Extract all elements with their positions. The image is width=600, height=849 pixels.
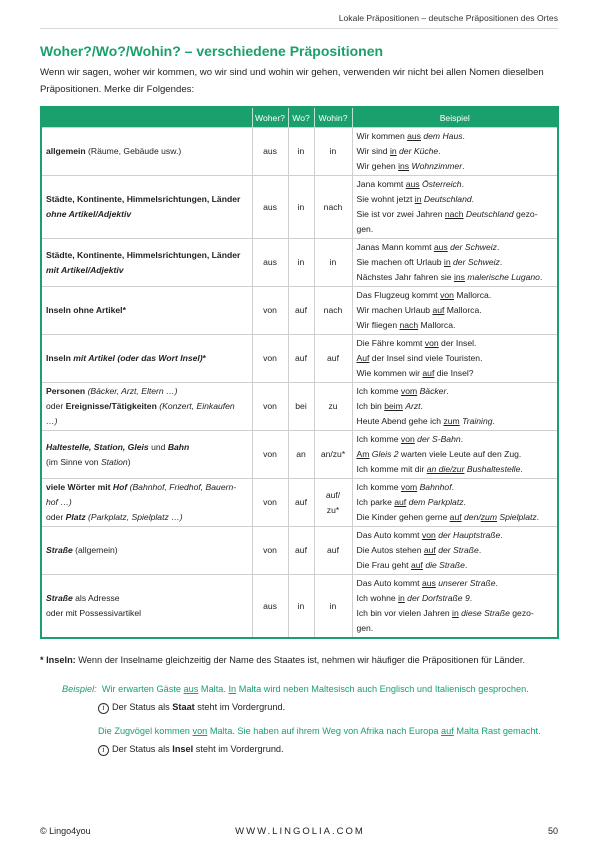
text-segment: warten viele Leute auf den Zug. [398,449,522,459]
example-line [357,462,554,477]
info-icon: i [98,703,109,714]
text-segment: Inseln ohne Artikel* [46,305,126,315]
table-row [41,479,558,527]
example-line [357,399,554,414]
woher-cell: von [252,287,288,335]
text-segment: Hof [112,482,128,492]
text-segment: oder mit Possessivartikel [46,608,142,618]
preposition-text: zum [443,416,460,426]
woher-cell: von [252,431,288,479]
preposition-text: von [424,338,439,348]
preposition-text: in [443,257,451,267]
text-segment: Deutschland [423,194,472,204]
text-segment: Der Status als [112,702,173,712]
text-segment: . [451,482,454,492]
text-segment: den/ [464,512,481,522]
text-segment: hof …) [46,497,72,507]
text-segment: . [438,146,441,156]
text-segment: Malta. Sie haben auf ihrem Weg von Afrika nach Europa [207,726,442,736]
table-body [41,128,558,639]
category-cell [41,479,252,527]
wo-cell: auf [288,527,314,575]
wohin-cell: zu [314,383,352,431]
text-segment: mit Artikel (oder das Wort Insel) [73,353,203,363]
woher-cell: von [252,527,288,575]
preposition-text: beim [384,401,403,411]
text-segment: . [462,161,465,171]
example-line [357,606,554,621]
text-segment: Ereignisse/Tätigkeiten [65,401,157,411]
text-segment: Das Flugzeug kommt [356,290,441,300]
example-2-text [98,724,541,739]
wohin-cell: auf [314,335,352,383]
example-line [357,318,554,333]
category-cell [41,239,252,287]
table-row [41,431,558,479]
preposition-text: von [421,530,436,540]
text-segment: Wie kommen wir [356,368,423,378]
text-segment: . [463,497,466,507]
category-cell [41,335,252,383]
text-segment: diese Straße [461,608,510,618]
text-segment: Personen [46,386,86,396]
example-block-1 [62,682,529,715]
text-segment: (Räume, Gebäude usw.) [85,146,182,156]
example-cell [352,479,558,527]
woher-cell: aus [252,128,288,176]
example-block-2 [98,724,541,757]
example-cell [352,383,558,431]
example-1-note-text [112,702,285,712]
text-segment: Sie ist vor zwei Jahren [356,209,445,219]
example-cell [352,239,558,287]
text-segment: Wir machen Urlaub [356,305,433,315]
preposition-text: in [414,194,422,204]
footer-website: WWW.LINGOLIA.COM [235,826,365,837]
example-line [357,303,554,318]
text-segment: * [202,353,206,363]
woher-cell: von [252,383,288,431]
text-segment: als Adresse [72,593,120,603]
text-segment: dem Haus [423,131,463,141]
wo-cell: auf [288,479,314,527]
text-segment: . [492,416,495,426]
text-segment: steht im Vordergrund. [193,744,284,754]
wohin-cell: in [314,239,352,287]
table-row [41,575,558,639]
header-woher: Woher? [252,107,288,128]
example-line [357,447,554,462]
wo-cell: in [288,575,314,639]
text-segment: . [496,242,500,252]
example-cell [352,527,558,575]
text-segment: malerische Lugano [467,272,540,282]
text-segment: dem Parkplatz [408,497,464,507]
text-segment: Sie machen oft Urlaub [356,257,444,267]
wohin-cell: nach [314,287,352,335]
text-segment: Wir kommen [356,131,408,141]
footnote-text: Wenn der Inselname gleichzeitig der Name des Staates ist, nehmen wir häufiger die Präpositionen für Länder. [75,655,525,665]
text-segment: Nächstes Jahr fahren sie [356,272,454,282]
text-segment: gezo- [509,608,534,618]
preposition-text: Auf [356,353,370,363]
text-segment: gen. [356,224,374,234]
category-cell [41,575,252,639]
example-line [357,384,554,399]
text-segment: (Konzert, Einkaufen …) [46,401,235,426]
preposition-text: aus [421,578,436,588]
footnote-label: * Inseln: [40,655,76,665]
preposition-text: zum [480,512,497,522]
table-row [41,335,558,383]
wohin-cell: auf/ zu* [314,479,352,527]
example-line [357,510,554,525]
preposition-text: in [398,593,405,603]
table-row [41,287,558,335]
text-segment: die Straße [425,560,465,570]
text-segment: Bushaltestelle [466,464,521,474]
wo-cell: in [288,128,314,176]
wohin-cell: in [314,575,352,639]
example-line [357,495,554,510]
text-segment: der Küche [399,146,439,156]
text-segment: oder [46,401,66,411]
preposition-text: auf [432,305,445,315]
text-segment: der Schweiz [450,242,497,252]
example-1-note [98,700,529,715]
example-line [357,528,554,543]
page-header: Lokale Präpositionen – deutsche Präpositionen des Ortes [338,13,558,23]
text-segment: Station [100,456,128,467]
text-segment: Bahnhof [419,482,452,492]
text-segment: Der Status als [112,744,173,754]
text-segment: Städte, Kontinente, Himmelsrichtungen, Länder [46,194,241,204]
text-segment: mit Artikel/Adjektiv [46,264,124,275]
example-cell [352,128,558,176]
text-segment: Ich komme [356,482,401,492]
example-line [357,414,554,429]
text-segment: Arzt [405,401,421,411]
wo-cell: bei [288,383,314,431]
example-1-text [102,684,529,694]
example-line [357,432,554,447]
category-cell [41,383,252,431]
example-label: Beispiel: [62,684,97,694]
text-segment: steht im Vordergrund. [194,702,286,712]
text-segment: allgemein [46,146,86,156]
text-segment: Staat [172,702,195,712]
preposition-text: vom [400,386,418,396]
header-empty [41,107,252,128]
woher-cell: aus [252,239,288,287]
text-segment: Heute Abend gehe ich [356,416,444,426]
preposition-text: ins [398,161,410,171]
example-2-note-text [112,744,284,754]
woher-cell: aus [252,176,288,239]
text-segment: viele Wörter mit [46,482,113,492]
example-2-note [98,742,541,757]
example-cell [352,335,558,383]
example-line [357,366,554,381]
text-segment: Städte, Kontinente, Himmelsrichtungen, Länder [46,249,241,260]
woher-cell: aus [252,575,288,639]
text-segment: Wir erwarten Gäste [101,684,184,694]
text-segment: Die Frau geht [356,560,411,570]
text-segment: Spielplatz [499,512,537,522]
text-segment: Jana kommt [356,179,406,189]
category-cell [41,431,252,479]
table-row [41,239,558,287]
text-segment: Die Zugvögel kommen [98,726,193,736]
preposition-text: an die/zur [426,464,465,474]
example-line [357,336,554,351]
category-cell [41,176,252,239]
text-segment: Die Autos stehen [356,545,424,555]
text-segment: Malta Rast gemacht. [453,726,541,736]
preposition-text: auf [449,512,462,522]
preposition-text: In [228,684,237,694]
text-segment: Janas Mann kommt [356,242,434,252]
text-segment: Training [462,416,493,426]
text-segment: der S-Bahn [417,434,461,444]
footer-copyright: © Lingo4you [40,826,91,836]
text-segment: ohne Artikel/Adjektiv [46,209,132,219]
page-title: Woher?/Wo?/Wohin? – verschiedene Präpositionen [40,43,384,59]
footnote [40,655,525,665]
category-cell [41,128,252,176]
example-line [357,192,554,207]
wo-cell: auf [288,335,314,383]
text-segment: der Insel. [438,338,477,348]
text-segment: der Dorfstraße 9 [407,593,470,603]
preposition-text: Am [356,449,370,459]
text-segment: Die Fähre kommt [356,338,425,348]
text-segment: . [469,593,473,603]
text-segment: Ich komme mit dir [356,464,427,474]
example-line [357,351,554,366]
example-cell [352,431,558,479]
example-line [357,270,554,285]
example-line [357,255,554,270]
preposition-text: in [389,146,397,156]
text-segment: Insel [172,744,194,754]
example-line [357,621,554,636]
intro-text: Wenn wir sagen, woher wir kommen, wo wir sind und wohin wir gehen, verwenden wir nicht bei allen Nomen dieselben Präpositionen. Merke dir Folgendes: [40,67,544,95]
info-icon: i [98,745,109,756]
header-divider [40,28,558,29]
wo-cell: in [288,176,314,239]
text-segment: Wir fliegen [356,320,400,330]
text-segment: Ich bin vor vielen Jahren [356,608,453,618]
text-segment: der Straße [438,545,479,555]
text-segment: . [446,386,449,396]
footer-page-number: 50 [547,826,558,836]
wo-cell: auf [288,287,314,335]
text-segment: . [499,257,503,267]
example-line [357,144,554,159]
preposition-text: aus [433,242,448,252]
prepositions-table [40,106,559,639]
example-line [357,207,554,222]
example-1-sentence [62,682,529,697]
text-segment: gen. [356,623,374,633]
table-header-row [41,107,558,128]
preposition-text: aus [183,684,199,694]
preposition-text: nach [444,209,464,219]
text-segment: Mallorca. [418,320,456,330]
text-segment: Ich parke [356,497,395,507]
wo-cell: in [288,239,314,287]
text-segment: . [520,464,523,474]
category-cell [41,527,252,575]
text-segment: der Insel sind viele Touristen. [369,353,483,363]
woher-cell: von [252,335,288,383]
example-line [357,288,554,303]
text-segment: Das Auto kommt [356,530,422,540]
preposition-text: vom [400,482,418,492]
example-line [357,159,554,174]
text-segment: . [478,545,482,555]
text-segment: (allgemein) [72,545,118,555]
example-cell [352,287,558,335]
preposition-text: auf [423,545,436,555]
text-segment: . [539,272,543,282]
wo-cell: an [288,431,314,479]
example-line [357,129,554,144]
wohin-cell: an/zu* [314,431,352,479]
text-segment: Ich bin [356,401,385,411]
text-segment: Mallorca. [453,290,492,300]
text-segment: und [148,441,168,452]
text-segment: (Bahnhof, Friedhof, Bauern- [129,482,237,492]
example-line [357,576,554,591]
table-row [41,176,558,239]
text-segment: Haltestelle, Station, Gleis [46,441,149,452]
header-wo: Wo? [288,107,314,128]
text-segment: der Hauptstraße [438,530,501,540]
text-segment: die Insel? [434,368,474,378]
text-segment: . [500,530,503,540]
preposition-text: auf [441,726,454,736]
example-line [357,480,554,495]
text-segment: Bäcker [419,386,447,396]
text-segment: Malta wird neben Maltesisch auch Englisch und Italienisch gesprochen. [236,684,529,694]
table-row [41,527,558,575]
example-cell [352,176,558,239]
text-segment: Sie wohnt jetzt [356,194,415,204]
text-segment: . [460,434,464,444]
text-segment: Ich wohne [356,593,399,603]
preposition-text: aus [407,131,421,141]
text-segment: (Bäcker, Arzt, Eltern …) [87,386,178,396]
text-segment: Straße [46,593,73,603]
example-line [357,177,554,192]
text-segment: gezo- [513,209,538,219]
preposition-text: auf [410,560,423,570]
text-segment: . [461,179,464,189]
text-segment: Die Kinder gehen gerne [356,512,450,522]
text-segment: Mallorca. [444,305,482,315]
text-segment: . [464,560,468,570]
text-segment: Malta. [198,684,229,694]
table-row [41,383,558,431]
text-segment: Österreich [421,179,462,189]
text-segment: Straße [46,545,73,555]
preposition-text: von [192,726,208,736]
text-segment: der Schweiz [453,257,500,267]
text-segment: Wohnzimmer [411,161,463,171]
text-segment: Ich komme [356,386,401,396]
text-segment: (im Sinne von [46,456,101,467]
text-segment: (Parkplatz, Spielplatz …) [88,512,183,522]
text-segment: unserer Straße [438,578,496,588]
text-segment: Bahn [167,441,190,452]
wohin-cell: auf [314,527,352,575]
text-segment: Platz [65,512,86,522]
header-wohin: Wohin? [314,107,352,128]
text-segment: . [495,578,498,588]
table-row [41,128,558,176]
header-beispiel: Beispiel [352,107,558,128]
text-segment: . [471,194,475,204]
example-line [357,240,554,255]
preposition-text: von [400,434,415,444]
wohin-cell: in [314,128,352,176]
preposition-text: auf [422,368,435,378]
preposition-text: aus [405,179,420,189]
text-segment: Ich komme [356,434,401,444]
wohin-cell: nach [314,176,352,239]
text-segment: Deutschland [465,209,514,219]
preposition-text: nach [399,320,419,330]
text-segment: . [536,512,540,522]
text-segment: Gleis 2 [371,449,399,459]
text-segment: Wir sind [356,146,390,156]
text-segment: ) [127,456,131,467]
text-segment: oder [46,512,66,522]
preposition-text: in [452,608,459,618]
text-segment: . [420,401,423,411]
text-segment: . [462,131,465,141]
category-cell [41,287,252,335]
example-line [357,222,554,237]
preposition-text: auf [394,497,407,507]
text-segment: Wir gehen [356,161,399,171]
example-cell [352,575,558,639]
woher-cell: von [252,479,288,527]
text-segment: Das Auto kommt [356,578,422,588]
example-line [357,558,554,573]
preposition-text: ins [453,272,465,282]
preposition-text: von [440,290,454,300]
example-line [357,591,554,606]
text-segment: Inseln [46,353,74,363]
example-line [357,543,554,558]
